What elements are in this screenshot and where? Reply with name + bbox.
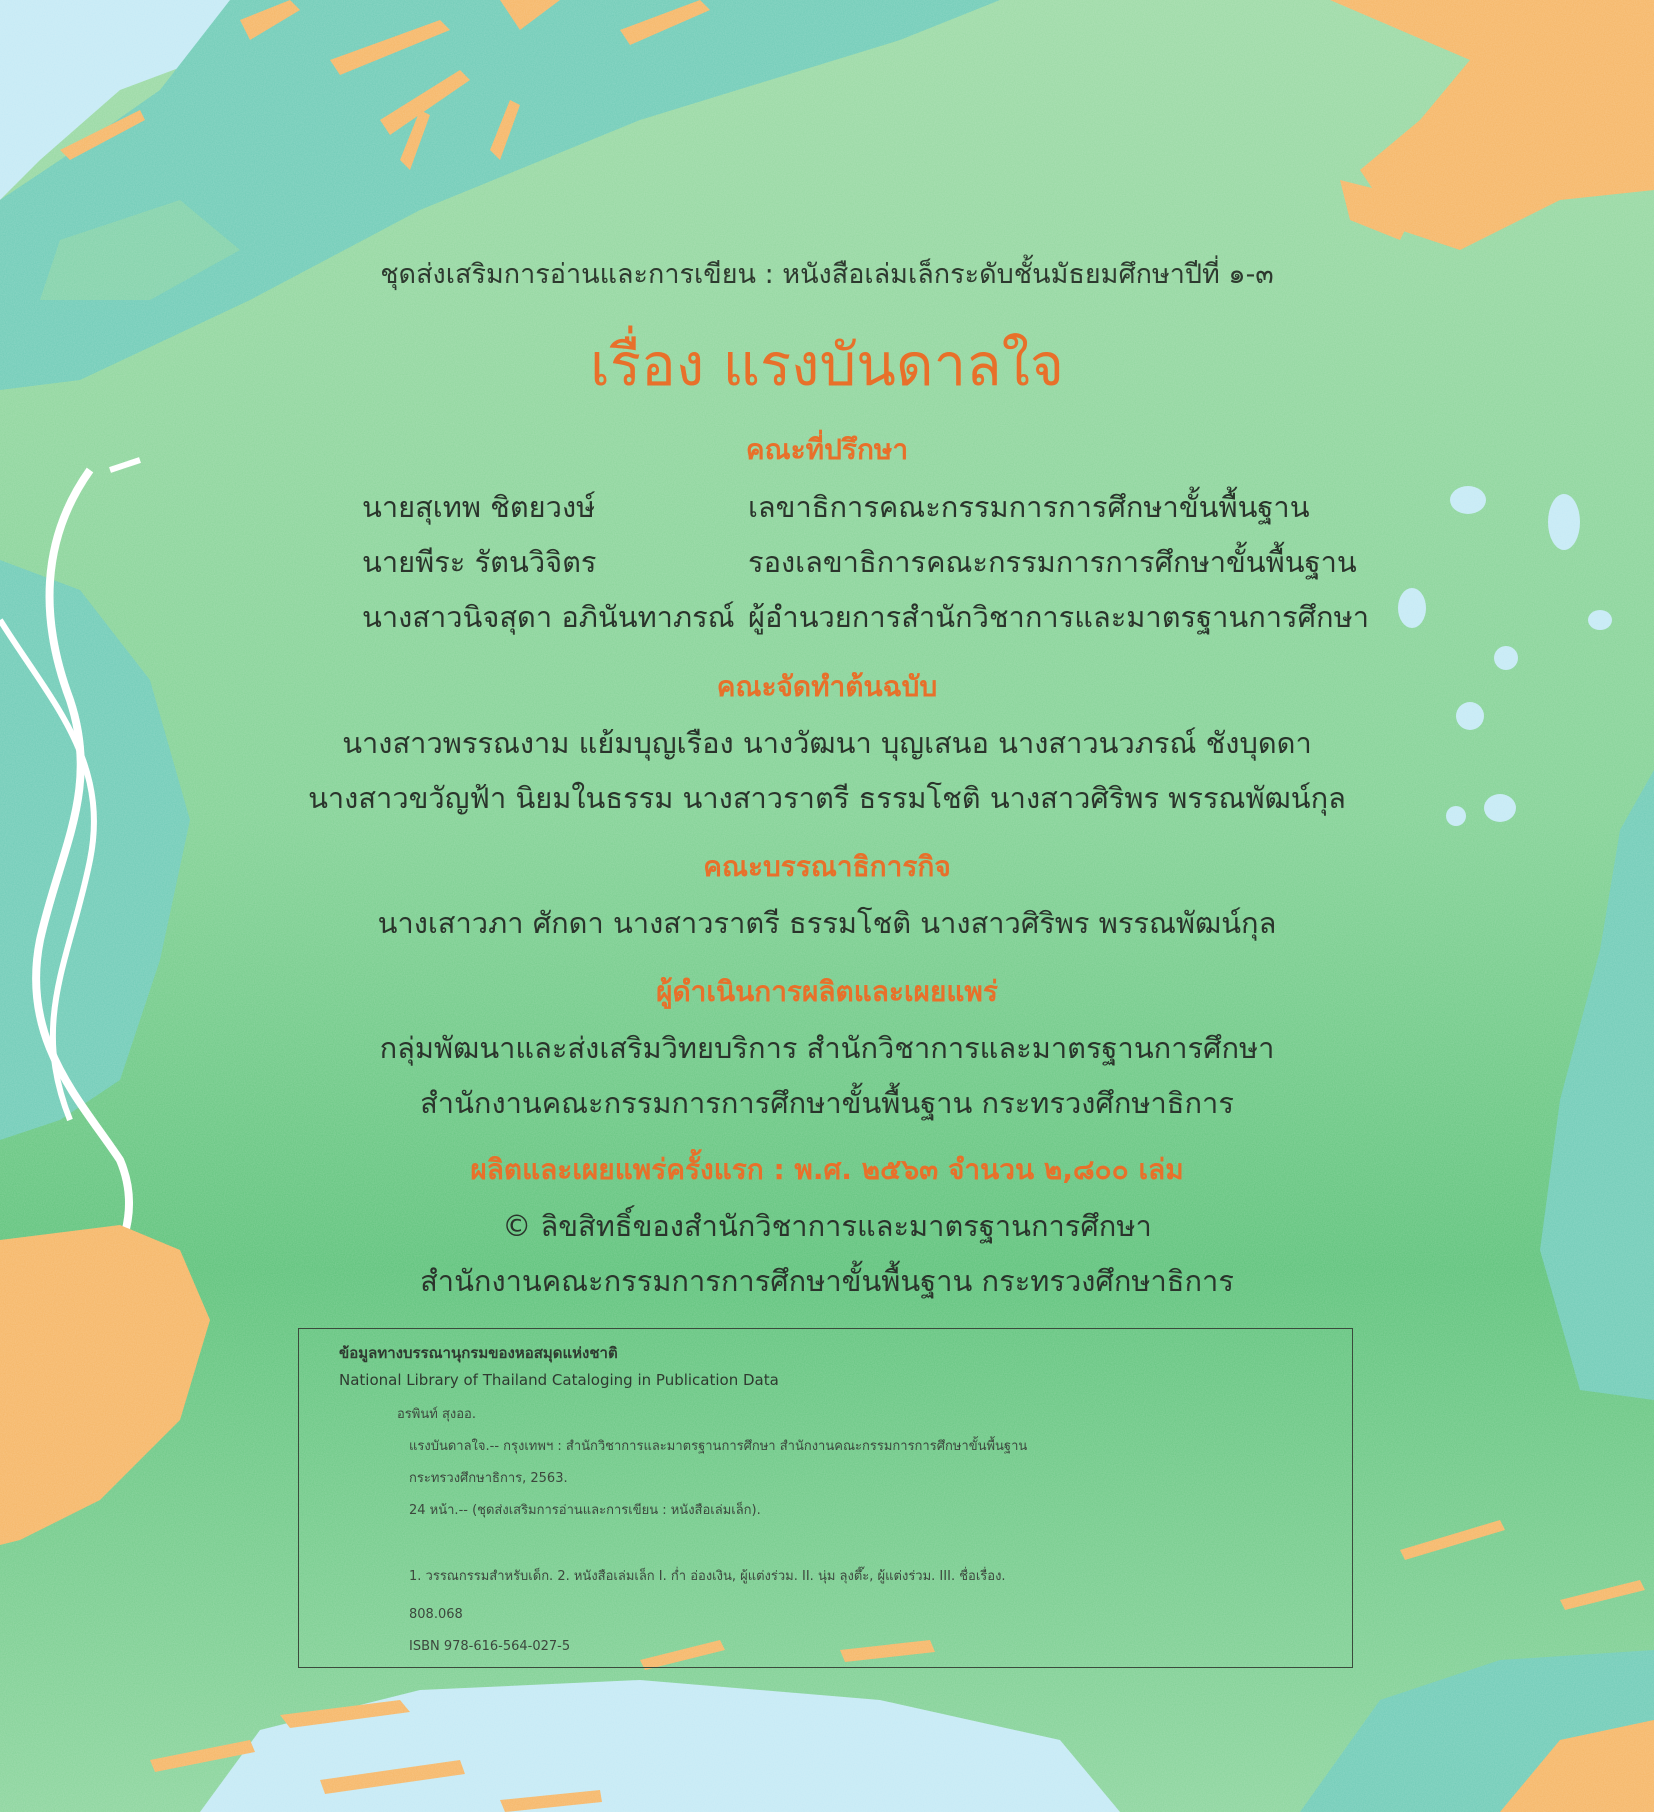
book-title: เรื่อง แรงบันดาลใจ xyxy=(590,331,1064,399)
advisor-position: เลขาธิการคณะกรรมการการศึกษาขั้นพื้นฐาน xyxy=(748,490,1310,524)
producer-line: สำนักงานคณะกรรมการการศึกษาขั้นพื้นฐาน กระทรวงศึกษาธิการ xyxy=(420,1086,1234,1120)
cip-author: อรพินท์ สุงออ. xyxy=(397,1407,476,1422)
advisor-name: นายสุเทพ ชิตยวงษ์ xyxy=(362,490,596,524)
producer-heading: ผู้ดำเนินการผลิตและเผยแพร่ xyxy=(656,975,998,1008)
editors-heading: คณะบรรณาธิการกิจ xyxy=(703,850,951,883)
cip-subjects: 1. วรรณกรรมสำหรับเด็ก. 2. หนังสือเล่มเล็ก I. ก่ำ อ่องเงิน, ผู้แต่งร่วม. II. นุ่ม ลุงตึ๊ะ, ผู้แต่งร่วม. III. ชื่อเรื่อง. xyxy=(409,1569,1006,1584)
cip-imprint: แรงบันดาลใจ.-- กรุงเทพฯ : สำนักวิชาการและมาตรฐานการศึกษา สำนักงานคณะกรรมการการศึกษาขั้นพื้นฐาน xyxy=(409,1439,1028,1454)
cip-isbn: ISBN 978-616-564-027-5 xyxy=(409,1639,571,1654)
advisor-position: ผู้อำนวยการสำนักวิชาการและมาตรฐานการศึกษา xyxy=(748,600,1369,634)
copyright-line: © ลิขสิทธิ์ของสำนักวิชาการและมาตรฐานการศึกษา xyxy=(502,1209,1152,1243)
original-team-line: นางสาวพรรณงาม แย้มบุญเรือง นางวัฒนา บุญเสนอ นางสาวนวภรณ์ ชังบุดดา xyxy=(342,726,1312,760)
series-line: ชุดส่งเสริมการอ่านและการเขียน : หนังสือเล่มเล็กระดับชั้นมัธยมศึกษาปีที่ ๑-๓ xyxy=(380,259,1274,290)
copyright-org-line: สำนักงานคณะกรรมการการศึกษาขั้นพื้นฐาน กระทรวงศึกษาธิการ xyxy=(420,1264,1234,1298)
cip-heading-th: ข้อมูลทางบรรณานุกรมของหอสมุดแห่งชาติ xyxy=(339,1344,618,1362)
first-print-line: ผลิตและเผยแพร่ครั้งแรก : พ.ศ. ๒๕๖๓ จำนวน ๒,๘๐๐ เล่ม xyxy=(470,1153,1184,1186)
cip-imprint: กระทรวงศึกษาธิการ, 2563. xyxy=(409,1471,568,1486)
editors-line: นางเสาวภา ศักดา นางสาวราตรี ธรรมโชติ นางสาวศิริพร พรรณพัฒน์กุล xyxy=(377,906,1277,940)
advisor-name: นางสาวนิจสุดา อภินันทาภรณ์ xyxy=(362,600,735,634)
producer-line: กลุ่มพัฒนาและส่งเสริมวิทยบริการ สำนักวิชาการและมาตรฐานการศึกษา xyxy=(379,1031,1275,1065)
original-team-heading: คณะจัดทำต้นฉบับ xyxy=(716,670,938,703)
advisors-heading: คณะที่ปรึกษา xyxy=(745,433,909,466)
advisor-name: นายพีระ รัตนวิจิตร xyxy=(362,545,597,579)
cip-pages: 24 หน้า.-- (ชุดส่งเสริมการอ่านและการเขียน : หนังสือเล่มเล็ก). xyxy=(409,1503,761,1518)
cip-classification: 808.068 xyxy=(409,1607,463,1622)
original-team-line: นางสาวขวัญฟ้า นิยมในธรรม นางสาวราตรี ธรรมโชติ นางสาวศิริพร พรรณพัฒน์กุล xyxy=(308,781,1346,815)
cip-data-box xyxy=(298,1328,1353,1668)
advisor-position: รองเลขาธิการคณะกรรมการการศึกษาขั้นพื้นฐาน xyxy=(748,545,1357,579)
cip-heading-en: National Library of Thailand Cataloging in Publication Data xyxy=(339,1371,779,1389)
